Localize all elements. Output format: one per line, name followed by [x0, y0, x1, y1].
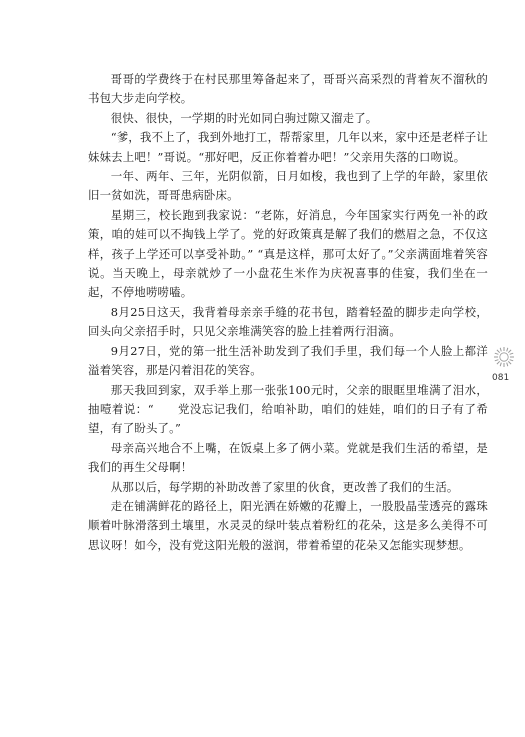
sunburst-ornament-icon: [493, 346, 515, 368]
page-number: 081: [492, 373, 510, 383]
paragraph: 从那以后，每学期的补助改善了家里的伙食，更改善了我们的生活。: [110, 479, 459, 494]
paragraph: 走在铺满鲜花的路径上，阳光洒在娇嫩的花瓣上，一股股晶莹透亮的露珠顺着叶脉滑落到土壤里，水灵灵的绿叶装点着粉红的花朵，这是多么美得不可思议呀！如今，没有党这阳光般的滋润，带着希望的花朵又怎能实现梦想。: [88, 498, 488, 552]
body-text: [88, 70, 488, 555]
paragraph: 哥哥的学费终于在村民那里筹备起来了，哥哥兴高采烈的背着灰不溜秋的书包大步走向学校。: [88, 72, 488, 106]
paragraph: 很快、很快，一学期的时光如同白驹过隙又溜走了。: [110, 110, 378, 125]
paragraph: “爹，我不上了，我到外地打工，帮帮家里，几年以来，家中还是老样子让妹妹去上吧！”哥说。“那好吧，反正你着着办吧！”父亲用失落的口吻说。: [88, 130, 488, 164]
paragraph: 母亲高兴地合不上嘴，在饭桌上多了俩小菜。党就是我们生活的希望，是我们的再生父母啊！: [88, 440, 488, 475]
paragraph: 一年、两年、三年，光阴似箭，日月如梭，我也到了上学的年龄，家里依旧一贫如洗，哥哥患病卧床。: [88, 169, 488, 203]
paragraph: 星期三，校长跑到我家说：“老陈，好消息，今年国家实行两免一补的政策，咱的娃可以不掏钱上学了。党的好政策真是解了我们的燃眉之急，不仅这样，孩子上学还可以享受补助。” “真是这样，那可太好了。”父亲满面堆着笑容说。当天晚上，母亲就炒了一小盘花生米作为庆祝喜事的佳宴，我们坐在一起，不停地唠唠嗑。: [88, 207, 488, 300]
paragraph: 9月27日，党的第一批生活补助发到了我们手里，我们每一个人脸上都洋溢着笑容，那是闪着泪花的笑容。: [88, 343, 488, 378]
paragraph: 8月25日这天，我背着母亲亲手缝的花书包，踏着轻盈的脚步走向学校，回头向父亲招手时，只见父亲堆满笑容的脸上挂着两行泪滴。: [88, 304, 488, 339]
paragraph: 那天我回到家，双手举上那一张张100元时，父亲的眼眶里堆满了泪水，抽噎着说：“ 党没忘记我们，给咱补助，咱们的娃娃，咱们的日子有了希望，有了盼头了。”: [88, 382, 488, 436]
